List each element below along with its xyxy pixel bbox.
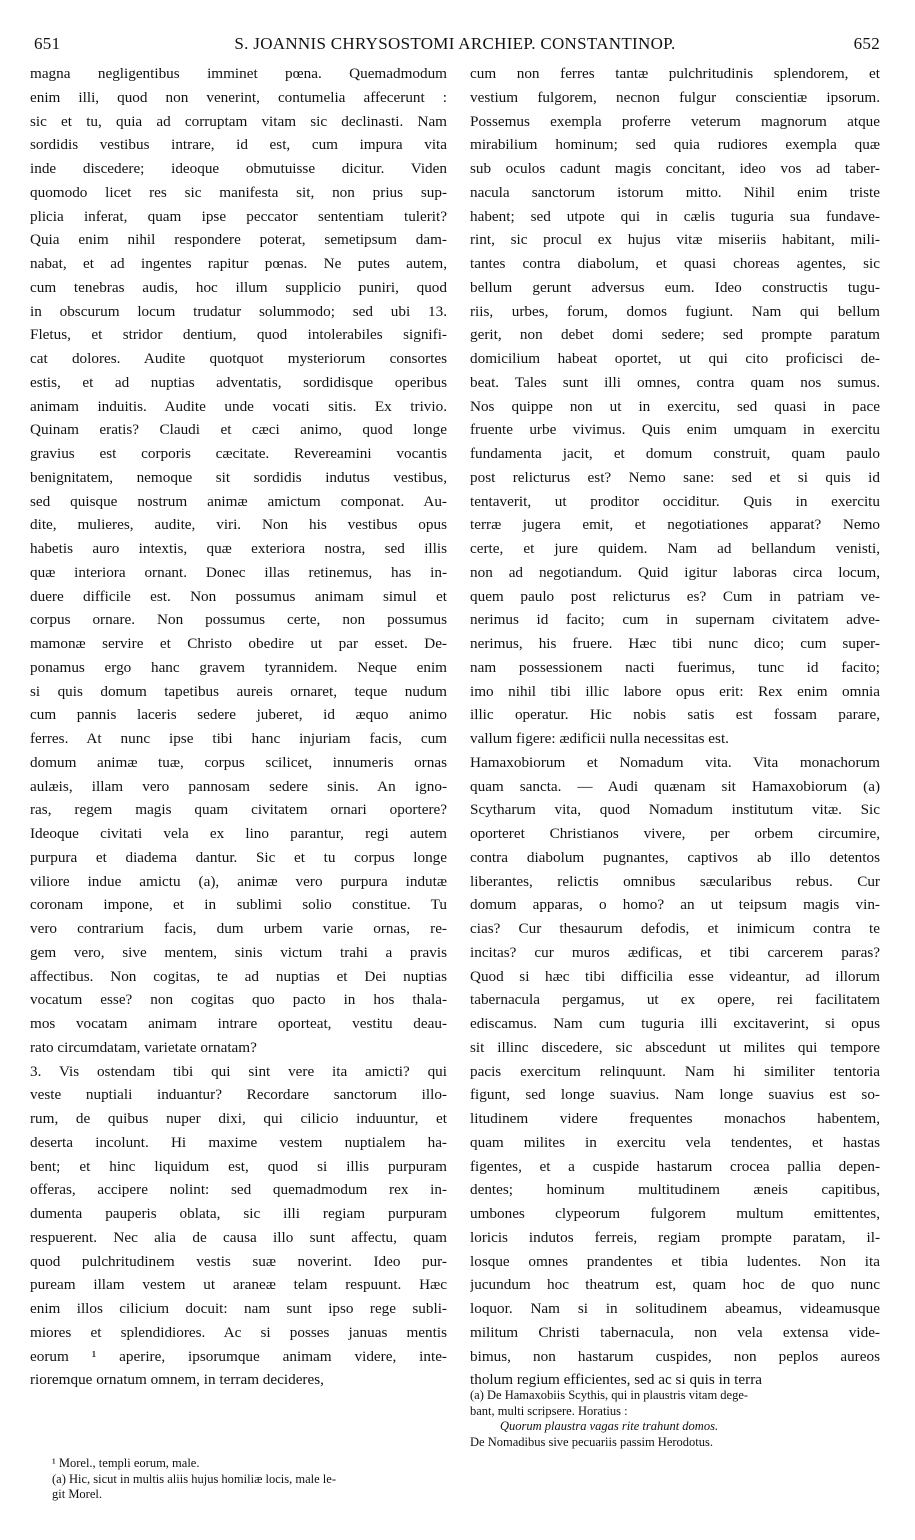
text-line: nacula sanctorum istorum mitto. Nihil enim triste bbox=[470, 183, 880, 201]
text-line: liberantes, relictis omnibus sæcularibus rebus. Cur bbox=[470, 872, 880, 890]
text-line: figunt, sed longe suavius. Nam longe suavius est so- bbox=[470, 1086, 880, 1104]
text-line: vestium fulgorem, necnon fulgur conscientiæ ipsorum. bbox=[470, 88, 880, 106]
text-line: ediscamus. Nam cum tuguria illi excitaverint, si opus bbox=[470, 1015, 880, 1032]
text-column-left bbox=[30, 62, 447, 1392]
text-line: bent; et hinc liquidum est, quod si illis purpuram bbox=[30, 1157, 447, 1175]
text-line: cum non ferres tantæ pulchritudinis splendorem, et bbox=[470, 65, 880, 82]
text-line: puream illam vestem ut araneæ telam respuunt. Hæc bbox=[30, 1276, 447, 1294]
text-line: veste nuptiali induantur? Recordare sanctorum illo- bbox=[30, 1086, 447, 1104]
text-line: certe, et jure quidem. Nam ad bellandum venisti, bbox=[470, 540, 880, 557]
text-line: loricis indutos ferreis, regiam prompte paratam, il- bbox=[470, 1228, 880, 1246]
text-line: non ad negotiandum. Quid igitur laboras circa locum, bbox=[470, 563, 880, 581]
text-line: si quis domum tapetibus aureis ornaret, teque nudum bbox=[30, 682, 447, 700]
text-line: rioremque ornatum omnem, in terram decideres, bbox=[30, 1371, 324, 1389]
text-line: inde discedere; ideoque obmutuisse dicitur. Viden bbox=[30, 160, 447, 177]
text-line: quod pulchritudinem vestis suæ noverint. Ideo pur- bbox=[30, 1252, 447, 1270]
text-line: imo nihil tibi illic labore opus erit: Rex enim omnia bbox=[470, 682, 880, 700]
text-line: tholum regium efficientes, sed ac si quis in terra bbox=[470, 1371, 762, 1389]
text-line: Quod si hæc tibi difficilia esse videantur, ad illorum bbox=[470, 967, 880, 985]
footnote-line: (a) De Hamaxobiis Scythis, qui in plaustris vitam dege- bbox=[470, 1388, 749, 1402]
footnote-line: bant, multi scripsere. Horatius : bbox=[470, 1403, 628, 1418]
text-line: domicilium habeat oportet, ut qui cito proficisci de- bbox=[470, 350, 880, 367]
text-line: rint, sic procul ex hujus vitæ miseriis habitant, mili- bbox=[470, 231, 880, 249]
text-line: gravius est corporis cæcitate. Revereamini vocantis bbox=[30, 445, 447, 462]
text-line: eorum ¹ aperire, ipsorumque animam videre, inte- bbox=[30, 1347, 447, 1365]
running-header bbox=[30, 34, 880, 56]
text-line: gem vero, sive mentem, sinis victum trahi a pravis bbox=[30, 943, 447, 961]
text-line: fundamenta jacit, et domum construit, quam paulo bbox=[470, 445, 880, 462]
footnotes-right bbox=[470, 1388, 882, 1450]
text-line: Scytharum vita, quod Nomadum institutum vitæ. Sic bbox=[470, 801, 880, 819]
text-line: dite, mulieres, audite, viri. Non his vestibus opus bbox=[30, 516, 447, 534]
text-line: incitas? cur muros ædificas, et tibi carcerem paras? bbox=[470, 943, 880, 961]
text-line: domum apparas, o homo? an ut teipsum magis vin- bbox=[470, 896, 880, 914]
text-line: contra diabolum pugnantes, captivos ab illo detentos bbox=[470, 848, 880, 866]
text-line: cum tenebras audis, hoc illum supplicio puniri, quod bbox=[30, 278, 447, 296]
text-line: benignitatem, nemoque sit sordidis indutus vestibus, bbox=[30, 468, 447, 486]
text-line: nabat, et ad ingentes rapitur pœnas. Ne putes autem, bbox=[30, 255, 447, 272]
text-line: sit illinc discedere, sic abscedunt ut milites qui tempore bbox=[470, 1038, 880, 1056]
text-line: tabernacula pergamus, ut ex opere, rei facilitatem bbox=[470, 991, 880, 1009]
text-line: cat dolores. Audite quotquot mysteriorum consortes bbox=[30, 350, 447, 367]
text-line: rato circumdatam, varietate ornatam? bbox=[30, 1038, 257, 1056]
text-line: Quia enim nihil respondere poterat, semetipsum dam- bbox=[30, 231, 447, 249]
footnotes-left bbox=[52, 1456, 447, 1503]
text-line: purpura et diadema dantur. Sic et tu corpus longe bbox=[30, 848, 447, 866]
text-line: quem paulo post relicturus es? Cum in patriam ve- bbox=[470, 587, 880, 605]
text-line: duere difficile est. Non possumus animam simul et bbox=[30, 587, 447, 605]
text-line: oporteret Christianos vivere, per orbem circumire, bbox=[470, 825, 880, 842]
text-line: cias? Cur thesaurum defodis, et inimicum contra te bbox=[470, 920, 880, 937]
text-line: Nos quippe non ut in exercitu, sed quasi in pace bbox=[470, 397, 880, 415]
text-line: pacis exercitum relinquunt. Nam hi similiter tentoria bbox=[470, 1062, 880, 1080]
text-line: deserta incolunt. Hi maxime vestem nuptialem ha- bbox=[30, 1133, 447, 1151]
text-line: nam possessionem nacti fuerimus, tunc id facito; bbox=[470, 658, 880, 676]
text-line: cum pannis laceris sedere juberet, id æquo animo bbox=[30, 706, 447, 724]
text-line: gerit, non debet domi sedere; sed prompte paratum bbox=[470, 326, 880, 344]
text-line: magna negligentibus imminet pœna. Quemadmodum bbox=[30, 65, 447, 82]
text-line: 3. Vis ostendam tibi qui sint vere ita amicti? qui bbox=[30, 1062, 447, 1080]
text-line: vallum figere: ædificii nulla necessitas est. bbox=[470, 730, 729, 747]
text-line: enim illi, quod non venerint, contumelia affecerunt : bbox=[30, 88, 447, 106]
text-line: vocatum esse? non cogitas quo pacto in hos thala- bbox=[30, 991, 447, 1009]
text-line: tentaverit, ut proditor occiditur. Quis in exercitu bbox=[470, 492, 880, 510]
text-line: Possemus exempla proferre veterum magnorum atque bbox=[470, 112, 880, 130]
text-line: tantes contra diabolum, et quasi choreas agentes, sic bbox=[470, 255, 880, 272]
text-line: nerimus id facito; cum in supernam civitatem adve- bbox=[470, 611, 880, 629]
running-title: S. JOANNIS CHRYSOSTOMI ARCHIEP. CONSTANTINOP. bbox=[234, 34, 676, 53]
text-line: loquor. Nam si in solitudinem abeamus, videamusque bbox=[470, 1300, 880, 1317]
text-line: mamonæ servire et Christo obedire ut par esset. De- bbox=[30, 635, 447, 652]
text-line: quomodo licet res sic manifesta sit, non prius sup- bbox=[30, 183, 447, 201]
text-line: ponamus ergo hanc gravem tyrannidem. Neque enim bbox=[30, 658, 447, 676]
footnote-line: De Nomadibus sive pecuariis passim Herodotus. bbox=[470, 1434, 714, 1449]
footnote-line: Quorum plaustra vagas rite trahunt domos. bbox=[500, 1419, 719, 1433]
text-line: umbones clypeorum fulgorem multum emittentes, bbox=[470, 1205, 880, 1222]
text-line: post relicturus est? Nemo sane: sed et si quis id bbox=[470, 468, 880, 486]
text-line: estis, et ad nuptias adventatis, sordidisque operibus bbox=[30, 373, 447, 391]
text-line: ras, regem magis quam civitatem ornari oportere? bbox=[30, 801, 447, 819]
text-line: miores et splendidiores. Ac si posses januas mentis bbox=[30, 1323, 447, 1341]
text-column-right bbox=[470, 62, 880, 1392]
page-number-left: 651 bbox=[34, 34, 61, 53]
text-line: quam milites in exercitu vela tendentes, et hastas bbox=[470, 1133, 880, 1151]
text-line: animam induitis. Audite unde vocati sitis. Ex trivio. bbox=[30, 397, 447, 415]
text-line: offeras, accipere nolint: sed quemadmodum rex in- bbox=[30, 1181, 447, 1199]
text-line: affectibus. Non cogitas, te ad nuptias et Dei nuptias bbox=[30, 967, 447, 985]
text-line: nerimus, his fruere. Hæc tibi nunc dico; cum super- bbox=[470, 635, 880, 652]
page-number-right: 652 bbox=[853, 34, 880, 53]
text-line: Fletus, et stridor dentium, quod intolerabiles signifi- bbox=[30, 326, 447, 344]
text-line: Ideoque civitati vela ex lino parantur, regi autem bbox=[30, 825, 447, 842]
text-line: beat. Tales sunt illi omnes, contra quam nos sumus. bbox=[470, 373, 880, 391]
text-line: fruente urbe vivimus. Quis enim umquam in exercitu bbox=[470, 421, 880, 439]
text-line: militum Christi tabernacula, non vela extensa vide- bbox=[470, 1323, 880, 1341]
text-line: habetis auro intextis, quæ exteriora nostra, sed illis bbox=[30, 540, 447, 557]
text-line: viliore indue amictu (a), animæ vero purpura indutæ bbox=[30, 872, 447, 890]
text-line: mirabilium hominum; sed quia rudiores exempla quæ bbox=[470, 136, 880, 154]
text-line: enim illos cilicium docuit: nam sunt ipso rege subli- bbox=[30, 1300, 447, 1317]
text-line: ferres. At nunc ipse tibi hanc injuriam facis, cum bbox=[30, 730, 447, 747]
text-line: rum, de quibus nuper dixi, qui cilicio induuntur, et bbox=[30, 1110, 447, 1127]
text-line: jucundum hoc theatrum est, quam hoc de quo nunc bbox=[470, 1276, 880, 1294]
text-line: sic et tu, quia ad corruptam vitam sic declinasti. Nam bbox=[30, 112, 447, 130]
text-line: quam sancta. — Audi quænam sit Hamaxobiorum (a) bbox=[470, 777, 880, 795]
text-line: Quinam eratis? Claudi et cæci animo, quod longe bbox=[30, 421, 447, 439]
text-line: vero contrarium facis, dum urbem varie ornas, re- bbox=[30, 920, 447, 937]
text-line: sordidis vestibus intrare, id est, cum impura vita bbox=[30, 136, 447, 154]
text-line: aulæis, illam vero pannosam sedere sinis. An igno- bbox=[30, 777, 447, 795]
text-line: corpus ornare. Non possumus certe, non possumus bbox=[30, 611, 447, 629]
footnote-line: git Morel. bbox=[52, 1487, 102, 1501]
text-line: riis, urbes, forum, domos fugiunt. Nam qui bellum bbox=[470, 302, 880, 320]
text-line: coronam impone, et in sublimi solio constitue. Tu bbox=[30, 896, 447, 914]
text-line: plicia inferat, quam ipse peccator sententiam tulerit? bbox=[30, 207, 447, 225]
text-line: respuerent. Nec alia de causa illo sunt affectu, quam bbox=[30, 1228, 447, 1246]
text-line: terræ jugera emit, et negotiationes apparat? Nemo bbox=[470, 516, 880, 534]
footnote-line: ¹ Morel., templi eorum, male. bbox=[52, 1456, 200, 1470]
footnote-line: (a) Hic, sicut in multis aliis hujus homiliæ locis, male le- bbox=[52, 1471, 336, 1486]
text-line: sed quisque nostrum animæ amictum componat. Au- bbox=[30, 492, 447, 510]
text-line: habent; sed utpote qui in cælis tuguria sua fundave- bbox=[470, 207, 880, 225]
text-line: mos vocatam animam intrare oporteat, vestitu deau- bbox=[30, 1015, 447, 1032]
text-line: bimus, non hastarum cuspides, non peplos aureos bbox=[470, 1347, 880, 1365]
text-line: bellum gerunt adversus eum. Ideo constructis tugu- bbox=[470, 278, 880, 296]
text-line: dumenta pauperis oblata, sic illi regiam purpuram bbox=[30, 1205, 447, 1222]
text-line: sub oculos cadunt magis concitant, ideo vos ad taber- bbox=[470, 160, 880, 177]
text-line: losque omnes prandentes et tibia ludentes. Non ita bbox=[470, 1252, 880, 1270]
text-line: quæ interiora ornant. Donec illas retinemus, has in- bbox=[30, 563, 447, 581]
text-line: domum animæ tuæ, corpus scilicet, innumeris ornas bbox=[30, 753, 447, 771]
text-line: figentes, et a cuspide hastarum crocea pallia depen- bbox=[470, 1157, 880, 1175]
text-line: Hamaxobiorum et Nomadum vita. Vita monachorum bbox=[470, 753, 880, 771]
text-line: dentes; hominum multitudinem æneis capitibus, bbox=[470, 1181, 880, 1199]
text-line: illic operatur. Hic nobis satis est fossam parare, bbox=[470, 706, 880, 724]
text-line: in obscurum locum trudatur solummodo; sed ubi 13. bbox=[30, 302, 447, 320]
text-line: litudinem videre frequentes monachos habentem, bbox=[470, 1110, 880, 1127]
